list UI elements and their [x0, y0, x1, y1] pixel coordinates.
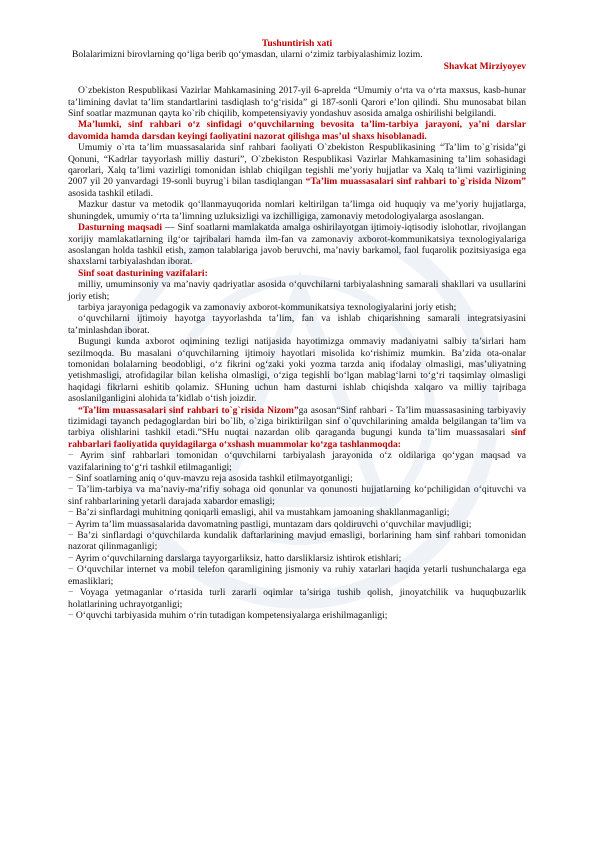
problem-item: − Sinf soatlarning aniq o‘quv-mavzu reja asosida tashkil etilmayotganligi;	[68, 473, 353, 485]
problem-item: − Ba’zi sinflardagi muhitning qoniqarli emasligi, ahil va mustahkam jamoaning shakllanmaganligi;	[68, 507, 450, 519]
bullet-dash: −	[68, 587, 74, 599]
problems-heading: sinf rahbarlari faoliyatida quyidagilarga o‘xshash muammolar ko‘zga tashlanmoqda:	[68, 427, 526, 450]
document-title: Tushuntirish xati	[261, 38, 333, 49]
problem-item: − Ayrim sinf rahbarlari tomonidan o‘quvchilarni tarbiyalash jarayonida o‘z oldilariga qo‘ygan maqsad va vazifalarining to‘g‘ri tashkil etilmaganligi;	[68, 450, 526, 473]
document-page	[68, 38, 526, 621]
paragraph-legal-basis	[68, 142, 526, 199]
problem-item: − Ta’lim-tarbiya va ma’naviy-ma’rifiy sohaga oid qonunlar va qonunosti hujjatlarning ko‘pchiligidan o‘qituvchi va sinf rahbarlarining yetarli darajada xabardor emasligi;	[68, 484, 526, 507]
paragraph-problems-intro	[68, 405, 526, 451]
tasks-heading: Sinf soat dasturining vazifalari:	[78, 267, 208, 279]
paragraph-methodology: Mazkur dastur va metodik qo‘llanmayuqorida nomlari keltirilgan ta’limga oid huquqiy va me’yoriy hujjatlarga, shuningdek, umumiy o‘rta ta’limning uzluksizligi va izchilligiga, zamonaviy metodologiyalarga asoslangan.	[68, 199, 526, 222]
epigraph: Bolalarimizni birovlarning qo‘liga berib qo‘ymasdan, ularni o‘zimiz tarbiyalashimiz lozim.	[72, 49, 423, 61]
legal-basis-text: Umumiy o`rta ta’lim muassasalarida sinf rahbari faoliyati O`zbekiston Respublikasining “Ta’lim to`g`risida”gi Qonuni, “Kadrlar tayyorlash milliy dasturi”, O`zbekiston Respublikasi Vazirlar Mahkamasining ta’lim sohasidagi qarorlari, Xalq ta’limi vazirligi tomonidan ishlab chiqilgan tegishli me’yoriy hujjatlar va Xalq ta’limi vazirligining 2007 yil 20 yanvardagi 19-sonli buyrug`i bilan tasdiqlangan	[68, 142, 526, 188]
problem-item: − O‘quvchi tarbiyasida muhim o‘rin tutadigan kompetensiyalarga erishilmaganligi;	[68, 609, 388, 621]
task-item: milliy, umuminsoniy va ma’naviy qadriyatlar asosida o‘quvchilarni tarbiyalashning samarali shakllari va usullarini joriy etish;	[68, 279, 526, 302]
paragraph-mass-culture: Bugungi kunda axborot oqimining tezligi natijasida hayotimizga ommaviy madaniyatni salbiy ta’sirlari ham sezilmoqda. Bu masalani o‘quvchilarning ijtimoiy hayotlari misolida ko‘rishimiz mumkin. Ba’zida ota-onalar tomonidan bolalarning beodobligi, o‘z fikrini og‘zaki yoki yozma tarzda aniq ifodalay olmasligi, mas’uliyatning yetishmasligi, atrofidagilar bilan kelisha olmasligi, o‘ziga tegishli bo‘lgan mablag‘larni to‘g‘ri taqsimlay olmasligi haqidagi fikrlarni eshitib qolamiz. SHuning uchun ham dasturni ishlab chiqishda xalqaro va milliy tajribaga asoslanilganligini alohida ta’kidlab o‘tish joizdir.	[68, 336, 526, 405]
problem-item: − Ba’zi sinflardagi o‘quvchilarda kundalik daftarlarining mavjud emasligi, borlarining ham sinf rahbari tomonidan nazorat qilinmaganligi;	[68, 530, 526, 553]
paragraph-goal	[68, 222, 526, 268]
bullet-dash: −	[68, 530, 74, 542]
task-item: tarbiya jarayoniga pedagogik va zamonaviy axborot-kommunikatsiya texnologiyalarini joriy etish;	[78, 301, 457, 313]
bullet-dash: −	[68, 552, 74, 564]
bullet-dash: −	[68, 473, 74, 485]
bullet-dash: −	[68, 609, 74, 621]
regulation-name-2: “Ta’lim muassasalari sinf rahbari to`g`risida Nizom”	[78, 404, 299, 416]
bullet-dash: −	[68, 564, 74, 576]
problem-item: − Ayrim o‘quvchilarning darslarga tayyorgarliksiz, hatto darsliklarsiz ishtirok etishlari;	[68, 552, 402, 564]
bullet-dash: −	[68, 484, 74, 496]
goal-text: — Sinf soatlarni mamlakatda amalga oshirilayotgan ijtimoiy-iqtisodiy islohotlar, rivojlangan xorijiy mamlakatlarning ilg‘or tajribalari hamda ilm-fan va zamonaviy axborot-kommunikatsiya texnologiyalariga asoslangan holda tashkil etish, zamon talablariga javob beruvchi, ma’naviy barkamol, faol fuqarolik pozitsiyasiga ega shaxslarni tarbiyalashdan iborat.	[68, 222, 526, 268]
epigraph-author: Shavkat Mirziyoyev	[443, 60, 526, 72]
problem-item: − Voyaga yetmaganlar o‘rtasida turli zararli oqimlar ta’siriga tushib qolish, jinoyatchilik va huquqbuzarlik holatlarining uchrayotganligi;	[68, 587, 526, 610]
bullet-dash: −	[68, 507, 74, 519]
goal-label: Dasturning maqsadi	[78, 222, 163, 234]
paragraph-decree: O`zbekiston Respublikasi Vazirlar Mahkamasining 2017-yil 6-aprelda “Umumiy o‘rta va o‘rta maxsus, kasb-hunar ta’limining davlat ta’lim standartlarini tasdiqlash to‘g‘risida” gi 187-sonli Qarori e’lon qilindi. Shu munosabat bilan Sinf soatlar mazmunan qayta ko`rib chiqilib, kompetensiyaviy yondashuv asosida amalga oshirilishi belgilandi.	[68, 85, 526, 120]
bullet-dash: −	[68, 450, 74, 462]
task-item: o‘quvchilarni ijtimoiy hayotga tayyorlashda ta’lim, fan va ishlab chiqarishning samarali integratsiyasini ta’minlashdan iborat.	[68, 313, 526, 336]
problems-intro-text: ga asosan“Sinf rahbari - Ta’lim muassasasining tarbiyaviy tizimidagi tayanch pedagoglardan biri bo`lib, o`ziga biriktirilgan sinf o`quvchilarining amalda belgilangan ta’lim va tarbiya olishlarini tashkil etadi.”SHu nuqtai nazardan olib qaraganda bugungi kunda ta’lim muassasalari	[68, 404, 527, 439]
regulation-name: “Ta’lim muassasalari sinf rahbari to`g`risida Nizom”	[305, 176, 527, 188]
legal-basis-end: asosida tashkil etiladi.	[68, 187, 153, 199]
bullet-dash: −	[68, 518, 74, 530]
problem-item: − O‘quvchilar internet va mobil telefon qaramligining jismoniy va ruhiy xatarlari haqida yetarli tushunchalarga ega emasliklari;	[68, 564, 526, 587]
problem-item: − Ayrim ta’lim muassasalarida davomatning pastligi, muntazam dars qoldiruvchi o‘quvchilar mavjudligi;	[68, 518, 472, 530]
paragraph-responsibility: Ma’lumki, sinf rahbari o‘z sinfidagi o‘quvchilarning bevosita ta’lim-tarbiya jarayoni, ya’ni darslar davomida hamda darsdan keyingi faoliyatini nazorat qilishga mas’ul shaxs hisoblanadi.	[68, 119, 526, 142]
